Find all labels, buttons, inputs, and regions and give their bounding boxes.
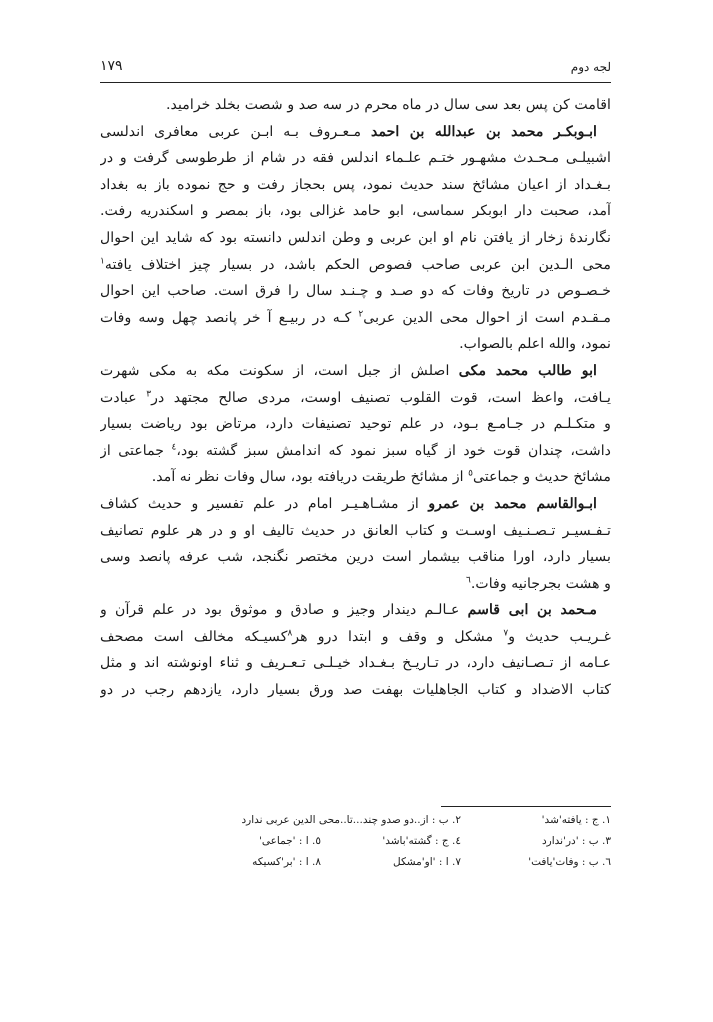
footnote-marker: ۸ bbox=[287, 628, 293, 639]
text-line bbox=[100, 650, 611, 677]
line-text: مـقـدم است از احوال محی الدین عربی bbox=[363, 309, 611, 326]
footnote-row bbox=[100, 831, 611, 852]
text-line bbox=[100, 145, 611, 172]
text-line bbox=[100, 172, 611, 199]
text-line bbox=[100, 571, 611, 598]
line-text: مشکل و وقف و ابتدا درو هر bbox=[292, 628, 504, 645]
line-text: عبادت bbox=[100, 389, 147, 406]
entry-heading: ابـوبکـر محمد بن عبدالله بن احمد bbox=[371, 123, 597, 140]
line-text: و هشت بجرجانیه وفات. bbox=[470, 575, 611, 592]
footnote-item: ٥. ا : 'جماعی' bbox=[259, 835, 321, 847]
text-line bbox=[100, 331, 611, 358]
page-number: ۱۷۹ bbox=[100, 58, 123, 74]
footnote-item: ٦. ب : وفات'یافت' bbox=[528, 856, 611, 868]
text-line bbox=[100, 278, 611, 305]
text-line bbox=[100, 198, 611, 225]
text-line bbox=[100, 677, 611, 704]
line-text: مشائخ حدیث و جماعتی bbox=[472, 469, 611, 486]
line-text: تـفـسیـر تـصـنـیف اوسـت و کتاب العانق در حدیث تالیف او و در هر علوم تصانیف bbox=[100, 522, 611, 539]
text-line bbox=[100, 438, 611, 465]
line-text: غـریـب حدیث و bbox=[508, 628, 611, 645]
line-text: اقامت کن پس بعد سی سال در ماه محرم در سه صد و شصت بخلد خرامید. bbox=[166, 97, 611, 113]
main-text bbox=[100, 92, 611, 704]
text-line bbox=[100, 385, 611, 412]
entry-heading: ابو طالب محمد مکی bbox=[458, 362, 597, 379]
footnote-row bbox=[100, 852, 611, 873]
footnote-item: ۱. ج : یافته'شد' bbox=[541, 814, 611, 826]
footnote-marker: ۲ bbox=[358, 309, 364, 320]
line-text: خـصـوص در تاریخ وفات که دو صـد و چـنـد سال را فرق است. صاحب این احوال bbox=[100, 283, 611, 300]
text-line bbox=[100, 92, 611, 119]
entry-heading: ابـوالقاسم محمد بن عمرو bbox=[428, 495, 597, 512]
footnote-row bbox=[100, 810, 611, 831]
page-header bbox=[100, 56, 611, 83]
line-text: از مشائخ طریقت دریافته بود، سال وفات نظر نه آمد. bbox=[151, 469, 469, 486]
text-line bbox=[100, 518, 611, 545]
line-text: اشبیلـی مـحـدث مشهـور ختـم علـماء اندلس فقه در شام از طرطوسی گرفت و در bbox=[100, 150, 611, 167]
text-line bbox=[100, 411, 611, 438]
footnote-item: ۸. ا : 'بر'کسیکه bbox=[252, 856, 321, 868]
footnote-divider bbox=[441, 806, 611, 807]
footnotes bbox=[100, 810, 611, 873]
line-text: بسیار دارد، اورا مناقب بیشمار است درین مختصر نگنجد، شب عرفه پانصد وسی bbox=[100, 549, 611, 566]
footnote-item: ٤. ج : گشته'باشد' bbox=[382, 835, 461, 847]
text-line bbox=[100, 597, 611, 624]
text-line bbox=[100, 491, 611, 518]
line-text: مـعـروف بـه ابـن عربی معافری اندلسی bbox=[100, 123, 371, 140]
line-text: آمد، صحبت دار ابوبکر سماسی، ابو حامد غزالی بود، باز بمصر و اسکندریه رفت. bbox=[100, 203, 611, 220]
text-line bbox=[100, 358, 611, 385]
text-line bbox=[100, 624, 611, 651]
text-line bbox=[100, 544, 611, 571]
line-text: داشت، چندان قوت خود از گیاه سبز نمود که اندامش سبز گشته بود، bbox=[176, 442, 611, 459]
line-text: و متکـلـم در جـامـع بـود، در علم توحید تصنیفات دارد، مرتاض بود ریاضت بسیار bbox=[100, 416, 611, 433]
text-line bbox=[100, 225, 611, 252]
line-text: محی الـدین ابن عربی صاحب فصوص الحکم باشد، در بسیار چیز اختلاف یافته bbox=[104, 256, 611, 273]
footnote-marker: ۱ bbox=[100, 255, 105, 266]
footnote-marker: ٦ bbox=[466, 574, 471, 585]
footnote-item: ۷. ا : 'او'مشکل bbox=[393, 856, 461, 868]
line-text: عـامه از تـصـانیف دارد، در تـاریـخ بـغـداد خیـلـی تـعـریف و ثناء اونوشته اند و مثل bbox=[100, 655, 611, 672]
line-text: بـغـداد از اعیان مشائخ سند حدیث نمود، پس بحجاز رفت و حج نموده باز به بغداد bbox=[100, 176, 611, 193]
line-text: عـالـم دیندار وجیز و صادق و موثوق بود در علم قرآن و bbox=[100, 602, 468, 619]
line-text: کـه در ربیـع آ خر پانصد چهل وسه وفات bbox=[100, 309, 359, 326]
footnote-marker: ٥ bbox=[468, 468, 473, 479]
line-text: نمود، والله اعلم بالصواب. bbox=[459, 336, 611, 353]
text-line bbox=[100, 252, 611, 279]
text-line bbox=[100, 305, 611, 332]
running-title: لجه دوم bbox=[570, 60, 611, 74]
footnote-marker: ۷ bbox=[503, 628, 509, 639]
text-line bbox=[100, 119, 611, 146]
line-text: نگارندهٔ زخار از یافتن نام او ابن عربی و وطن اندلس دانسته بود که شاید این احوال bbox=[100, 229, 611, 246]
footnote-item: ۲. ب : از..دو صدو چند...تا..محی الدین عربی ندارد bbox=[241, 814, 461, 826]
line-text: جماعتی از bbox=[100, 442, 172, 459]
line-text: کتاب الاضداد و کتاب الجاهلیات بهفت صد ورق بسیار دارد، یازدهم رجب در دو bbox=[100, 682, 611, 699]
line-text: از مشـاهـیـر امام در علم تفسیر و حدیث کشاف bbox=[100, 495, 429, 512]
footnote-item: ۳. ب : 'در'ندارد bbox=[541, 835, 611, 847]
line-text: یـافت، واعظ است، قوت القلوب تصنیف اوست، مردی صالح مجتهد در bbox=[151, 389, 611, 406]
footnote-marker: ۳ bbox=[146, 388, 152, 399]
entry-heading: مـحمد بن ابی قاسم bbox=[467, 602, 598, 619]
text-line bbox=[100, 464, 611, 491]
line-text: اصلش از جبل است، از سکونت مکه به مکی شهرت bbox=[100, 362, 459, 379]
footnote-marker: ٤ bbox=[171, 441, 177, 452]
line-text: کسیـکه مخالف است مصحف bbox=[100, 628, 288, 645]
